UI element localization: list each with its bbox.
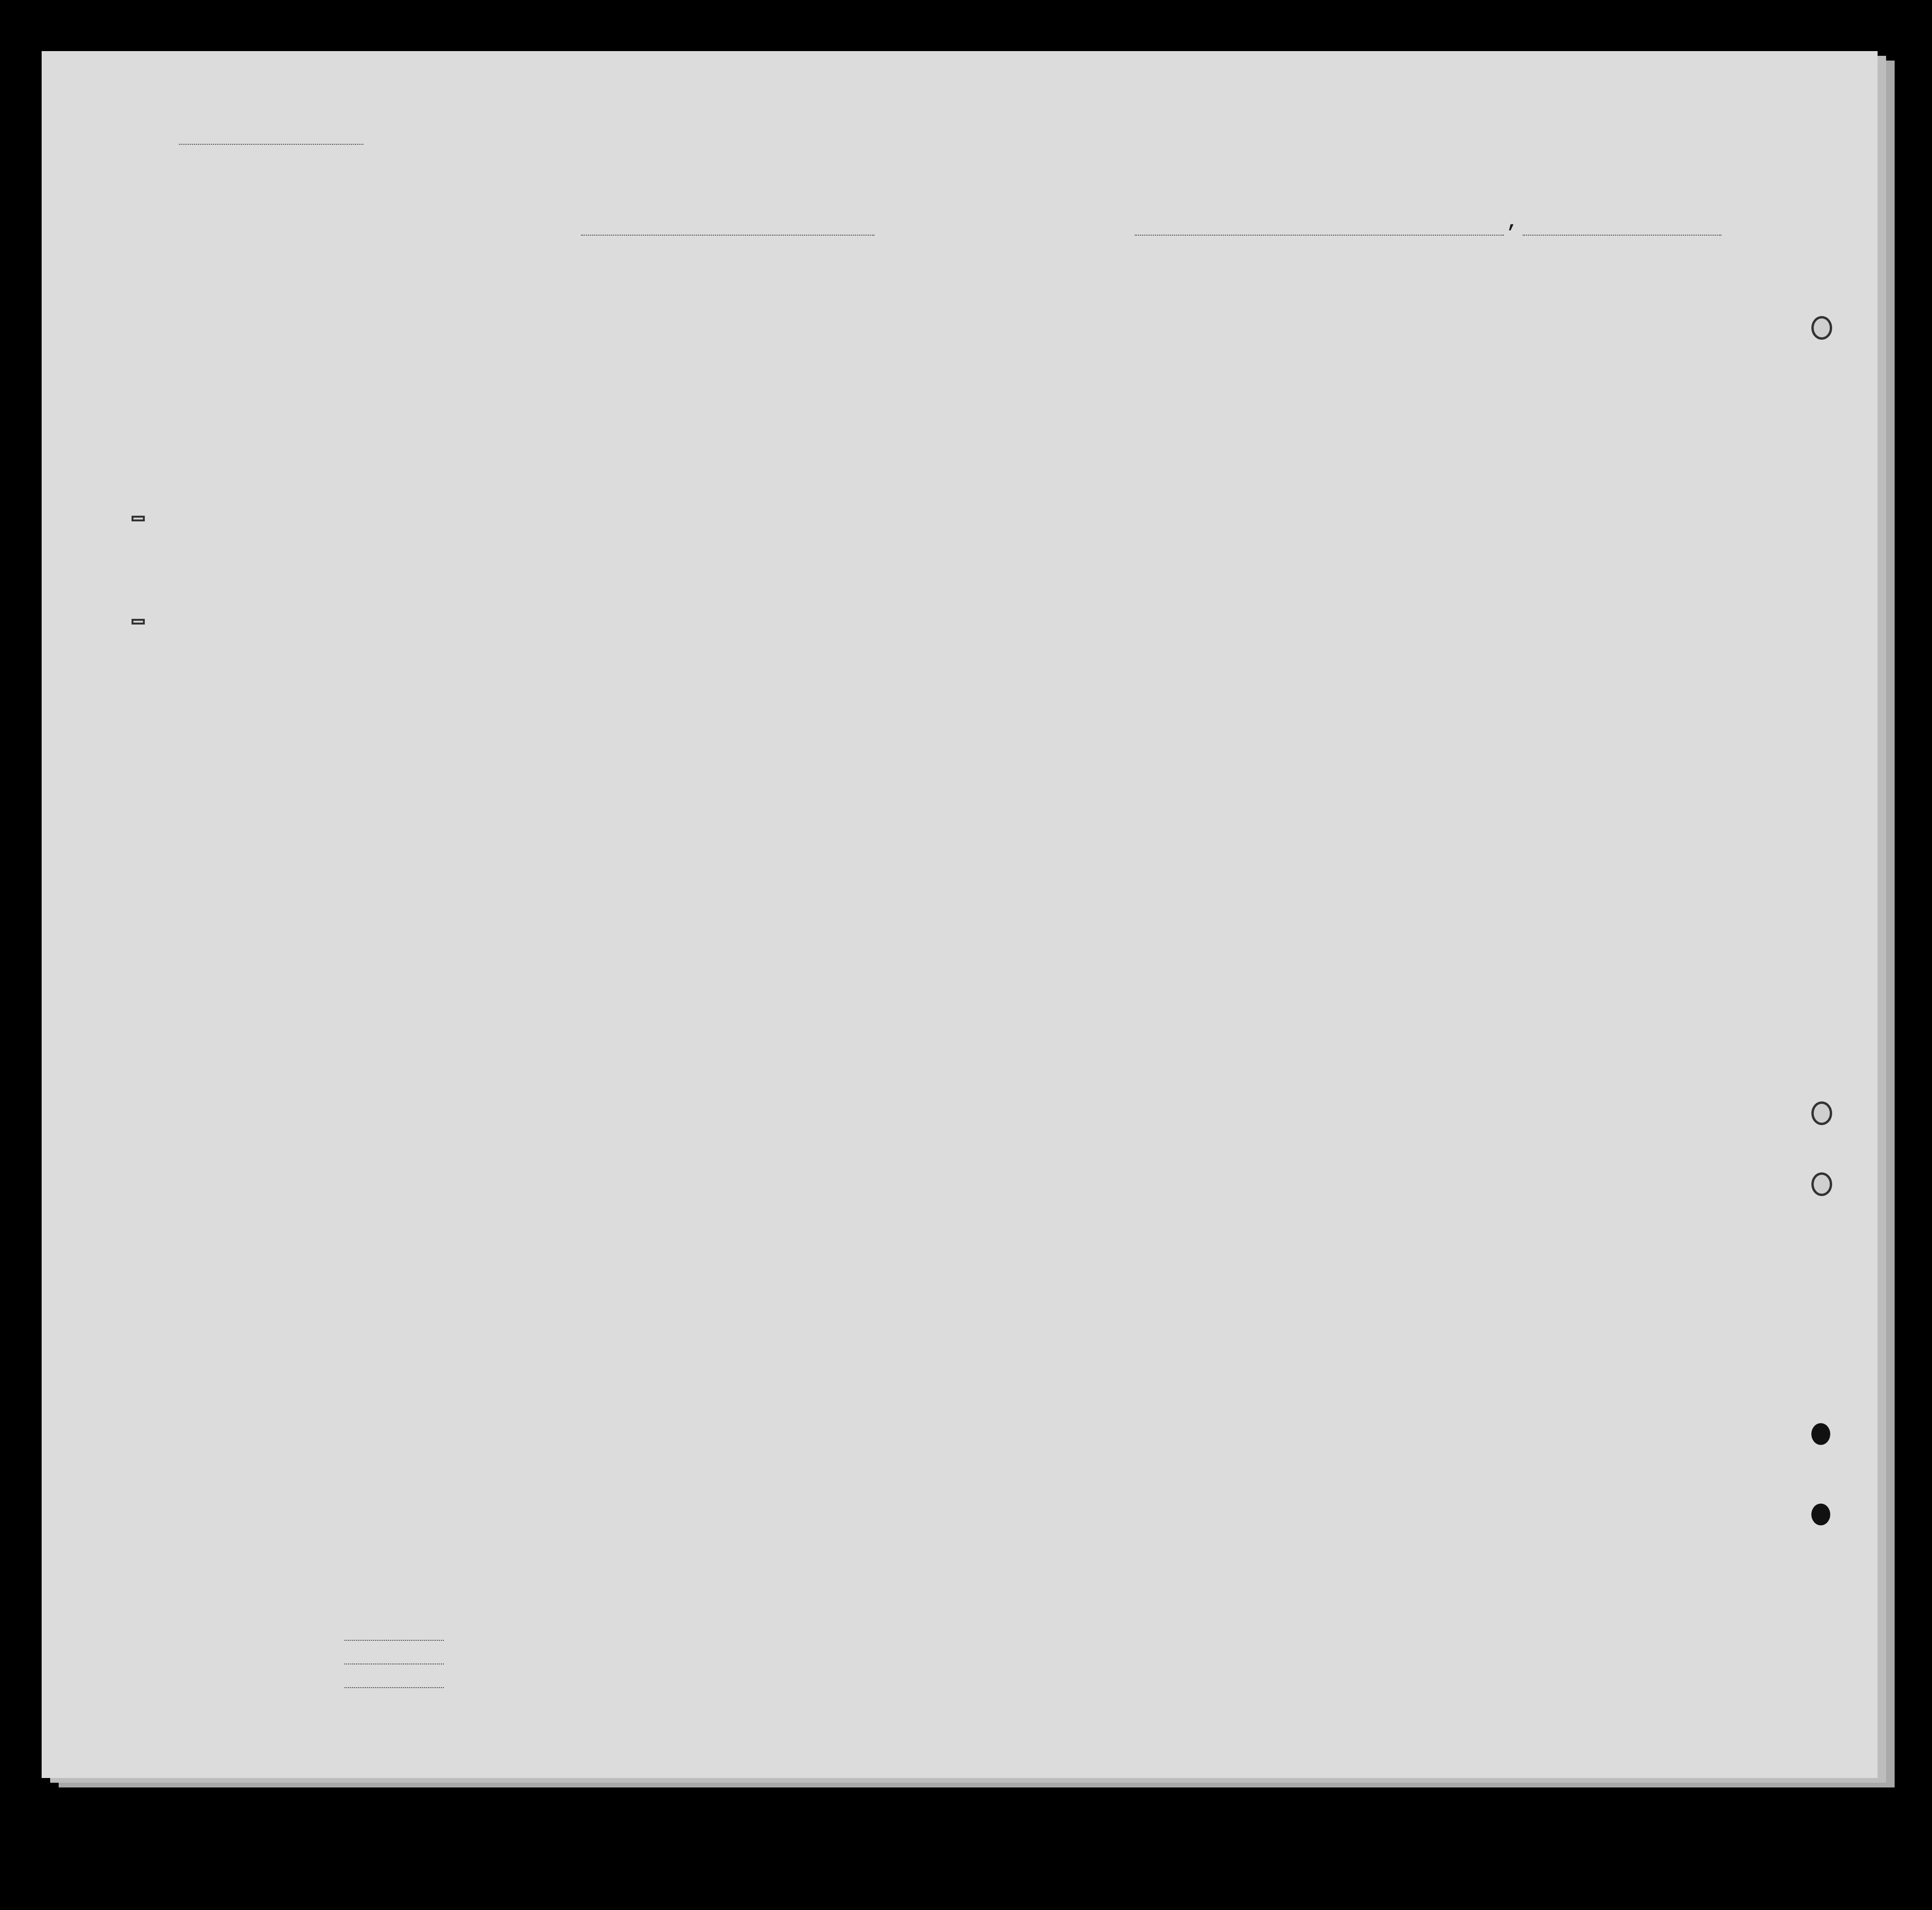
binder-hole [1811, 1423, 1830, 1445]
table-grid [42, 51, 1878, 1778]
footer-line [344, 1640, 444, 1641]
us-citizen-stamp [132, 619, 145, 625]
port-comma: , [1507, 212, 1518, 233]
footer-line [344, 1687, 444, 1688]
binder-hole [1811, 1101, 1832, 1125]
manifest-sheet [42, 51, 1878, 1778]
binder-hole [1811, 1172, 1832, 1196]
binder-hole [1811, 316, 1832, 340]
binder-hole [1811, 1504, 1830, 1525]
us-citizen-stamp [132, 516, 145, 521]
